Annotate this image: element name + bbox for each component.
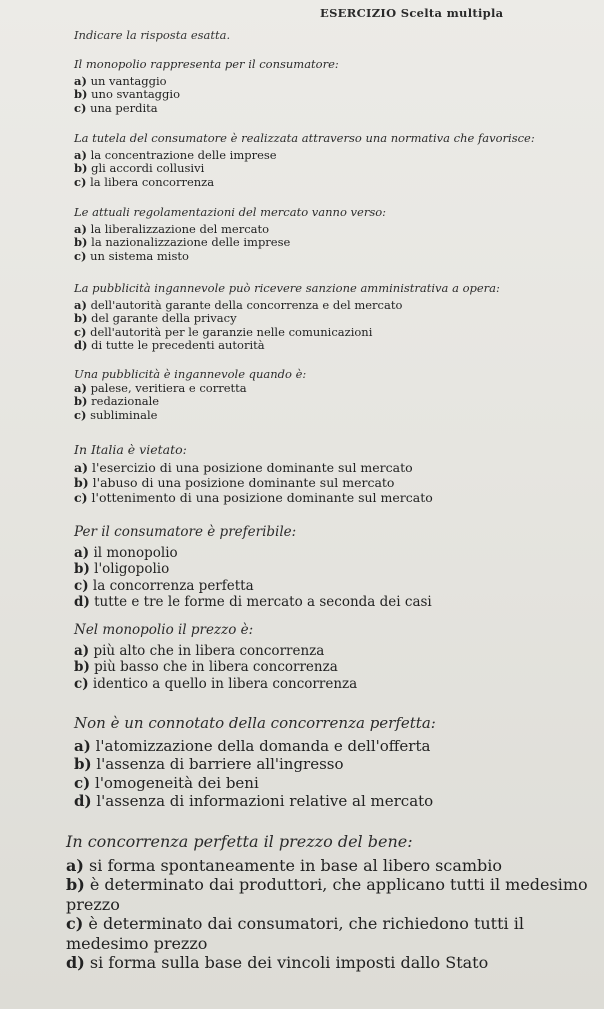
answer-option[interactable]: b) gli accordi collusivi [74, 161, 205, 175]
answer-option[interactable]: c) l'ottenimento di una posizione dominante sul mercato [74, 490, 433, 505]
answer-option[interactable]: a) l'atomizzazione della domanda e dell'offerta [74, 736, 431, 755]
answer-option[interactable]: b) è determinato dai produttori, che applicano tutti il medesimo prezzo [66, 875, 588, 914]
question-stem: Nel monopolio il prezzo è: [74, 622, 254, 638]
question-4 [74, 282, 500, 353]
answer-option[interactable]: b) l'oligopolio [74, 561, 170, 577]
question-10 [66, 832, 604, 973]
question-stem: Per il consumatore è preferibile: [74, 524, 297, 540]
answer-option[interactable]: c) l'omogeneità dei beni [74, 773, 259, 792]
question-1 [74, 58, 339, 115]
answer-option[interactable]: d) l'assenza di informazioni relative al mercato [74, 792, 434, 810]
answer-option[interactable]: c) una perdita [74, 100, 158, 115]
answer-option[interactable]: b) la nazionalizzazione delle imprese [74, 235, 291, 249]
answer-option[interactable]: a) palese, veritiera e corretta [74, 380, 247, 395]
answer-option[interactable]: c) la libera concorrenza [74, 174, 215, 189]
answer-option[interactable]: c) identico a quello in libera concorrenza [74, 675, 358, 692]
answer-option[interactable]: a) l'esercizio di una posizione dominante sul mercato [74, 460, 413, 475]
answer-option[interactable]: a) la concentrazione delle imprese [74, 147, 277, 162]
answer-option[interactable]: a) un vantaggio [74, 73, 167, 88]
question-stem: Non è un connotato della concorrenza perfetta: [74, 714, 436, 732]
question-2 [74, 132, 535, 189]
answer-option[interactable]: a) dell'autorità garante della concorrenza e del mercato [74, 297, 403, 312]
question-stem: Le attuali regolamentazioni del mercato vanno verso: [74, 205, 387, 219]
answer-option[interactable]: b) l'abuso di una posizione dominante sul mercato [74, 475, 395, 490]
answer-option[interactable]: a) si forma spontaneamente in base al libero scambio [66, 855, 503, 875]
answer-option[interactable]: d) di tutte le precedenti autorità [74, 338, 265, 352]
answer-option[interactable]: c) dell'autorità per le garanzie nelle comunicazioni [74, 324, 373, 339]
page-title: ESERCIZIO Scelta multipla [320, 6, 504, 20]
answer-option[interactable]: d) si forma sulla base dei vincoli imposti dallo Stato [66, 953, 489, 972]
answer-option[interactable]: b) redazionale [74, 394, 160, 408]
answer-option[interactable]: a) la liberalizzazione del mercato [74, 221, 270, 236]
question-stem: La pubblicità ingannevole può ricevere sanzione amministrativa a opera: [74, 281, 500, 295]
question-3 [74, 206, 386, 263]
answer-option[interactable]: d) tutte e tre le forme di mercato a seconda dei casi [74, 594, 432, 610]
question-stem: Il monopolio rappresenta per il consumatore: [74, 57, 339, 71]
question-stem: In Italia è vietato: [74, 442, 187, 457]
answer-option[interactable]: b) uno svantaggio [74, 87, 180, 101]
question-9 [74, 714, 436, 811]
question-5 [74, 368, 306, 422]
answer-option[interactable]: b) più basso che in libera concorrenza [74, 659, 338, 675]
answer-option[interactable]: b) l'assenza di barriere all'ingresso [74, 755, 344, 773]
question-stem: La tutela del consumatore è realizzata attraverso una normativa che favorisce: [74, 131, 535, 145]
instruction: Indicare la risposta esatta. [74, 28, 231, 42]
answer-option[interactable]: c) un sistema misto [74, 248, 189, 263]
answer-option[interactable]: b) del garante della privacy [74, 311, 237, 325]
answer-option[interactable]: c) la concorrenza perfetta [74, 577, 254, 594]
question-7 [74, 524, 432, 611]
answer-option[interactable]: a) il monopolio [74, 544, 178, 561]
question-8 [74, 622, 357, 692]
answer-option[interactable]: c) subliminale [74, 407, 158, 422]
answer-option[interactable]: a) più alto che in libera concorrenza [74, 642, 325, 659]
question-stem: In concorrenza perfetta il prezzo del bene: [66, 832, 413, 851]
question-stem: Una pubblicità è ingannevole quando è: [74, 367, 307, 381]
question-6 [74, 442, 433, 505]
answer-option[interactable]: c) è determinato dai consumatori, che richiedono tutti il medesimo prezzo [66, 914, 524, 953]
